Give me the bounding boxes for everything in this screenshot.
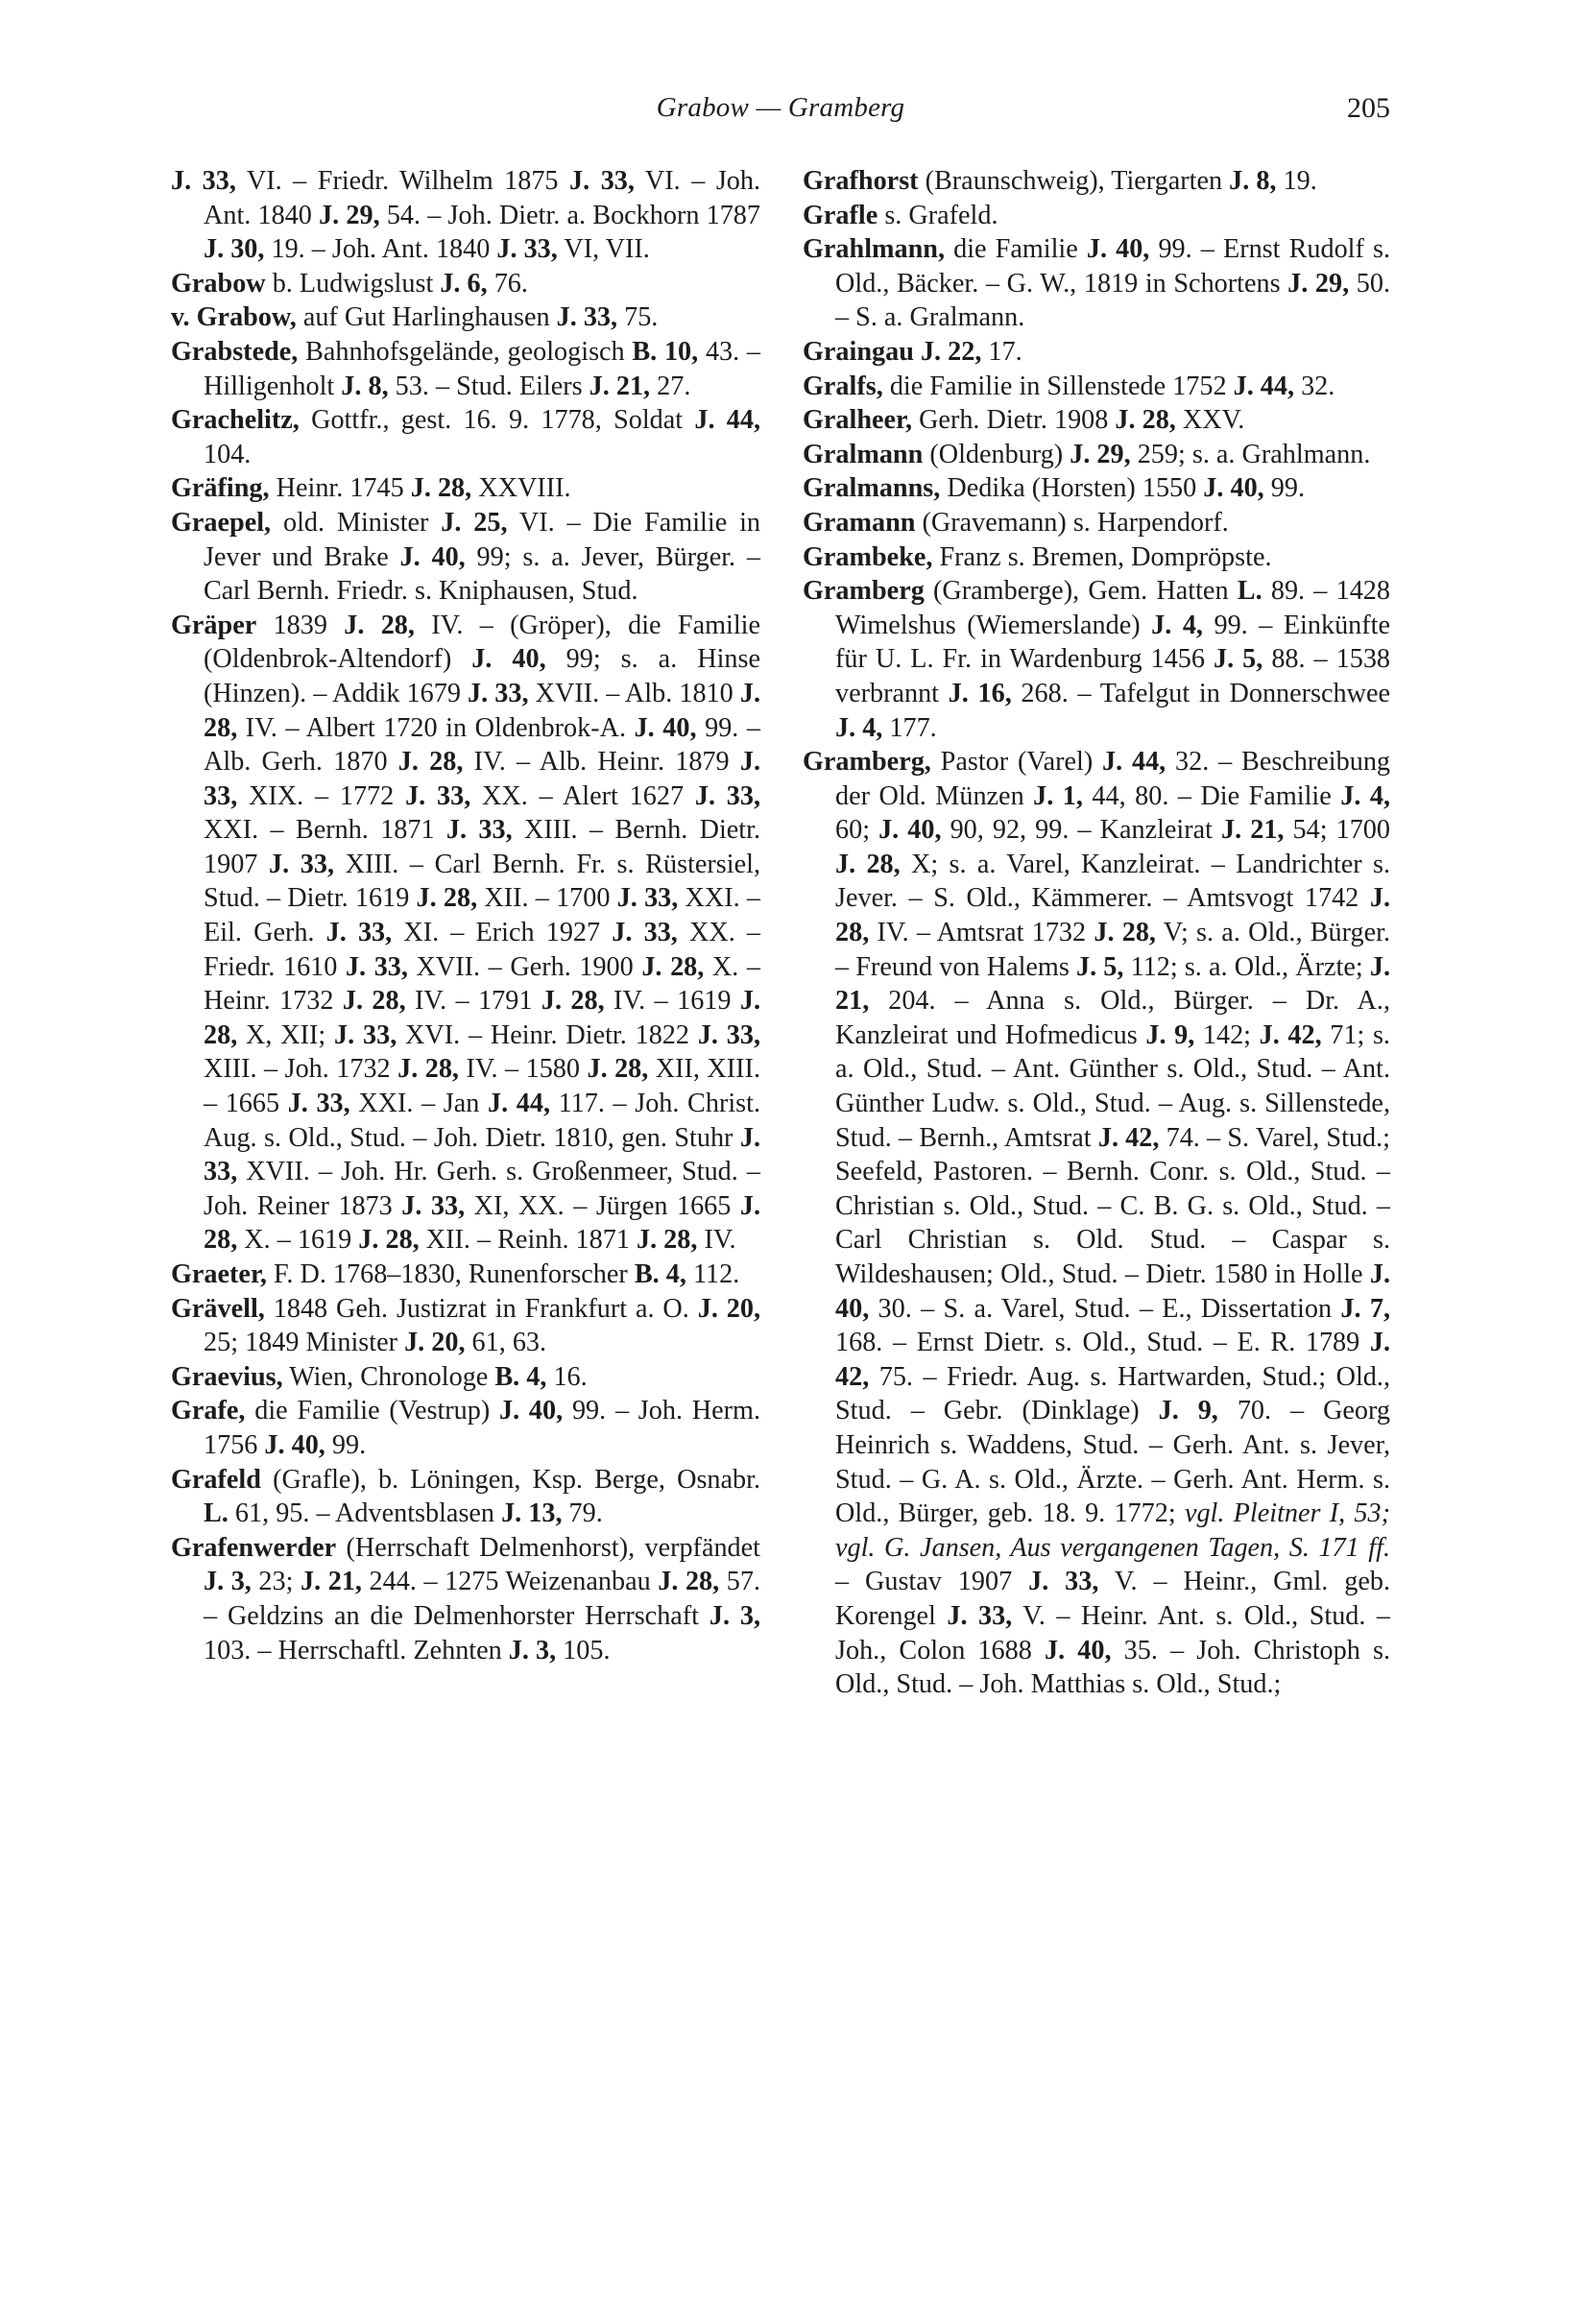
index-entry: Gramberg, Pastor (Varel) J. 44, 32. – Beschreibung der Old. Münzen J. 1, 44, 80. – Die Familie J. 4, 60; J. 40, 90, 92, 99. – Kanzleirat J. 21, 54; 1700 J. 28, X; s. a. Varel, Kanzleirat. – Landrichter s. Jever. – S. Old., Kämmerer. – Amtsvogt 1742 J. 28, IV. – Amtsrat 1732 J. 28, V; s. a. Old., Bürger. – Freund von Halems J. 5, 112; s. a. Old., Ärzte; J. 21, 204. – Anna s. Old., Bürger. – Dr. A., Kanzleirat und Hofmedicus J. 9, 142; J. 42, 71; s. a. Old., Stud. – Ant. Günther s. Old., Stud. – Ant. Günther Ludw. s. Old., Stud. – Aug. s. Sillenstede, Stud. – Bernh., Amtsrat J. 42, 74. – S. Varel, Stud.; Seefeld, Pastoren. – Bernh. Conr. s. Old., Stud. – Christian s. Old., Stud. – C. B. G. s. Old., Stud. – Carl Christian s. Old. Stud. – Caspar s. Wildeshausen; Old., Stud. – Dietr. 1580 in Holle J. 40, 30. – S. a. Varel, Stud. – E., Dissertation J. 7, 168. – Ernst Dietr. s. Old., Stud. – E. R. 1789 J. 42, 75. – Friedr. Aug. s. Hartwarden, Stud.; Old., Stud. – Gebr. (Dinklage) J. 9, 70. – Georg Heinrich s. Waddens, Stud. – Gerh. Ant. s. Jever, Stud. – G. A. s. Old., Ärzte. – Gerh. Ant. Herm. s. Old., Bürger, geb. 18. 9. 1772; vgl. Pleitner I, 53; vgl. G. Jansen, Aus vergangenen Tagen, S. 171 ff. – Gustav 1907 J. 33, V. – Heinr., Gml. geb. Korengel J. 33, V. – Heinr. Ant. s. Old., Stud. – Joh., Colon 1688 J. 40, 35. – Joh. Christoph s. Old., Stud. – Joh. Matthias s. Old., Stud.; <box>803 747 1391 1700</box>
index-entry: Gräfing, Heinr. 1745 J. 28, XXVIII. <box>171 473 571 504</box>
index-entry: Gralmanns, Dedika (Horsten) 1550 J. 40, 99. <box>803 473 1305 504</box>
page-number: 205 <box>1347 92 1390 124</box>
index-entry: Grahlmann, die Familie J. 40, 99. – Ernst Rudolf s. Old., Bäcker. – G. W., 1819 in Schortens J. 29, 50. – S. a. Gralmann. <box>803 234 1391 333</box>
index-entry: v. Grabow, auf Gut Harlinghausen J. 33, 75. <box>171 302 659 333</box>
index-entry: Graeter, F. D. 1768–1830, Runenforscher B. 4, 112. <box>171 1259 740 1289</box>
index-entry: Gramann (Gravemann) s. Harpendorf. <box>803 507 1229 538</box>
running-title: Grabow — Gramberg <box>656 92 905 123</box>
index-entry: Grachelitz, Gottfr., gest. 16. 9. 1778, Soldat J. 44, 104. <box>171 405 760 469</box>
index-entry: Gräper 1839 J. 28, IV. – (Gröper), die Familie (Oldenbrok-Altendorf) J. 40, 99; s. a. Hinse (Hinzen). – Addik 1679 J. 33, XVII. – Alb. 1810 J. 28, IV. – Albert 1720 in Oldenbrok-A. J. 40, 99. – Alb. Gerh. 1870 J. 28, IV. – Alb. Heinr. 1879 J. 33, XIX. – 1772 J. 33, XX. – Alert 1627 J. 33, XXI. – Bernh. 1871 J. 33, XIII. – Bernh. Dietr. 1907 J. 33, XIII. – Carl Bernh. Fr. s. Rüstersiel, Stud. – Dietr. 1619 J. 28, XII. – 1700 J. 33, XXI. – Eil. Gerh. J. 33, XI. – Erich 1927 J. 33, XX. – Friedr. 1610 J. 33, XVII. – Gerh. 1900 J. 28, X. – Heinr. 1732 J. 28, IV. – 1791 J. 28, IV. – 1619 J. 28, X, XII; J. 33, XVI. – Heinr. Dietr. 1822 J. 33, XIII. – Joh. 1732 J. 28, IV. – 1580 J. 28, XII, XIII. – 1665 J. 33, XXI. – Jan J. 44, 117. – Joh. Christ. Aug. s. Old., Stud. – Joh. Dietr. 1810, gen. Stuhr J. 33, XVII. – Joh. Hr. Gerh. s. Großenmeer, Stud. – Joh. Reiner 1873 J. 33, XI, XX. – Jürgen 1665 J. 28, X. – 1619 J. 28, XII. – Reinh. 1871 J. 28, IV. <box>171 610 761 1256</box>
index-entry: Graevius, Wien, Chronologe B. 4, 16. <box>171 1361 588 1392</box>
index-entry: Grabstede, Bahnhofsgelände, geologisch B. 10, 43. – Hilligenholt J. 8, 53. – Stud. Eilers J. 21, 27. <box>171 336 760 401</box>
index-entry: Gramberg (Gramberge), Gem. Hatten L. 89. – 1428 Wimelshus (Wiemerslande) J. 4, 99. – Einkünfte für U. L. Fr. in Wardenburg 1456 J. 5, 88. – 1538 verbrannt J. 16, 268. – Tafelgut in Donnerschwee J. 4, 177. <box>803 576 1391 743</box>
index-entry: Gralheer, Gerh. Dietr. 1908 J. 28, XXV. <box>803 405 1245 436</box>
index-column-left <box>171 164 760 1667</box>
index-entry: Gralfs, die Familie in Sillenstede 1752 J. 44, 32. <box>803 371 1335 401</box>
index-entry: Grabow b. Ludwigslust J. 6, 76. <box>171 268 528 299</box>
index-entry: J. 33, VI. – Friedr. Wilhelm 1875 J. 33, VI. – Joh. Ant. 1840 J. 29, 54. – Joh. Dietr. a. Bockhorn 1787 J. 30, 19. – Joh. Ant. 1840 J. 33, VI, VII. <box>171 166 761 265</box>
index-entry: Grafeld (Grafle), b. Löningen, Ksp. Berge, Osnabr. L. 61, 95. – Adventsblasen J. 13, 79. <box>171 1464 760 1529</box>
running-header <box>171 92 1390 140</box>
index-entry: Grambeke, Franz s. Bremen, Dompröpste. <box>803 541 1272 572</box>
index-column-right <box>803 164 1390 1702</box>
index-entry: Grafe, die Familie (Vestrup) J. 40, 99. – Joh. Herm. 1756 J. 40, 99. <box>171 1396 761 1460</box>
index-entry: Gralmann (Oldenburg) J. 29, 259; s. a. Grahlmann. <box>803 439 1371 469</box>
index-entry: Graingau J. 22, 17. <box>803 336 1022 367</box>
index-entry: Graepel, old. Minister J. 25, VI. – Die Familie in Jever und Brake J. 40, 99; s. a. Jever, Bürger. – Carl Bernh. Friedr. s. Kniphausen, Stud. <box>171 507 760 607</box>
index-entry: Grävell, 1848 Geh. Justizrat in Frankfurt a. O. J. 20, 25; 1849 Minister J. 20, 61, 63. <box>171 1293 760 1358</box>
index-entry: Grafle s. Grafeld. <box>803 200 998 230</box>
index-entry: Grafhorst (Braunschweig), Tiergarten J. 8, 19. <box>803 166 1317 196</box>
index-entry: Grafenwerder (Herrschaft Delmenhorst), verpfändet J. 3, 23; J. 21, 244. – 1275 Weizenanbau J. 28, 57. – Geldzins an die Delmenhorster Herrschaft J. 3, 103. – Herrschaftl. Zehnten J. 3, 105. <box>171 1532 761 1665</box>
